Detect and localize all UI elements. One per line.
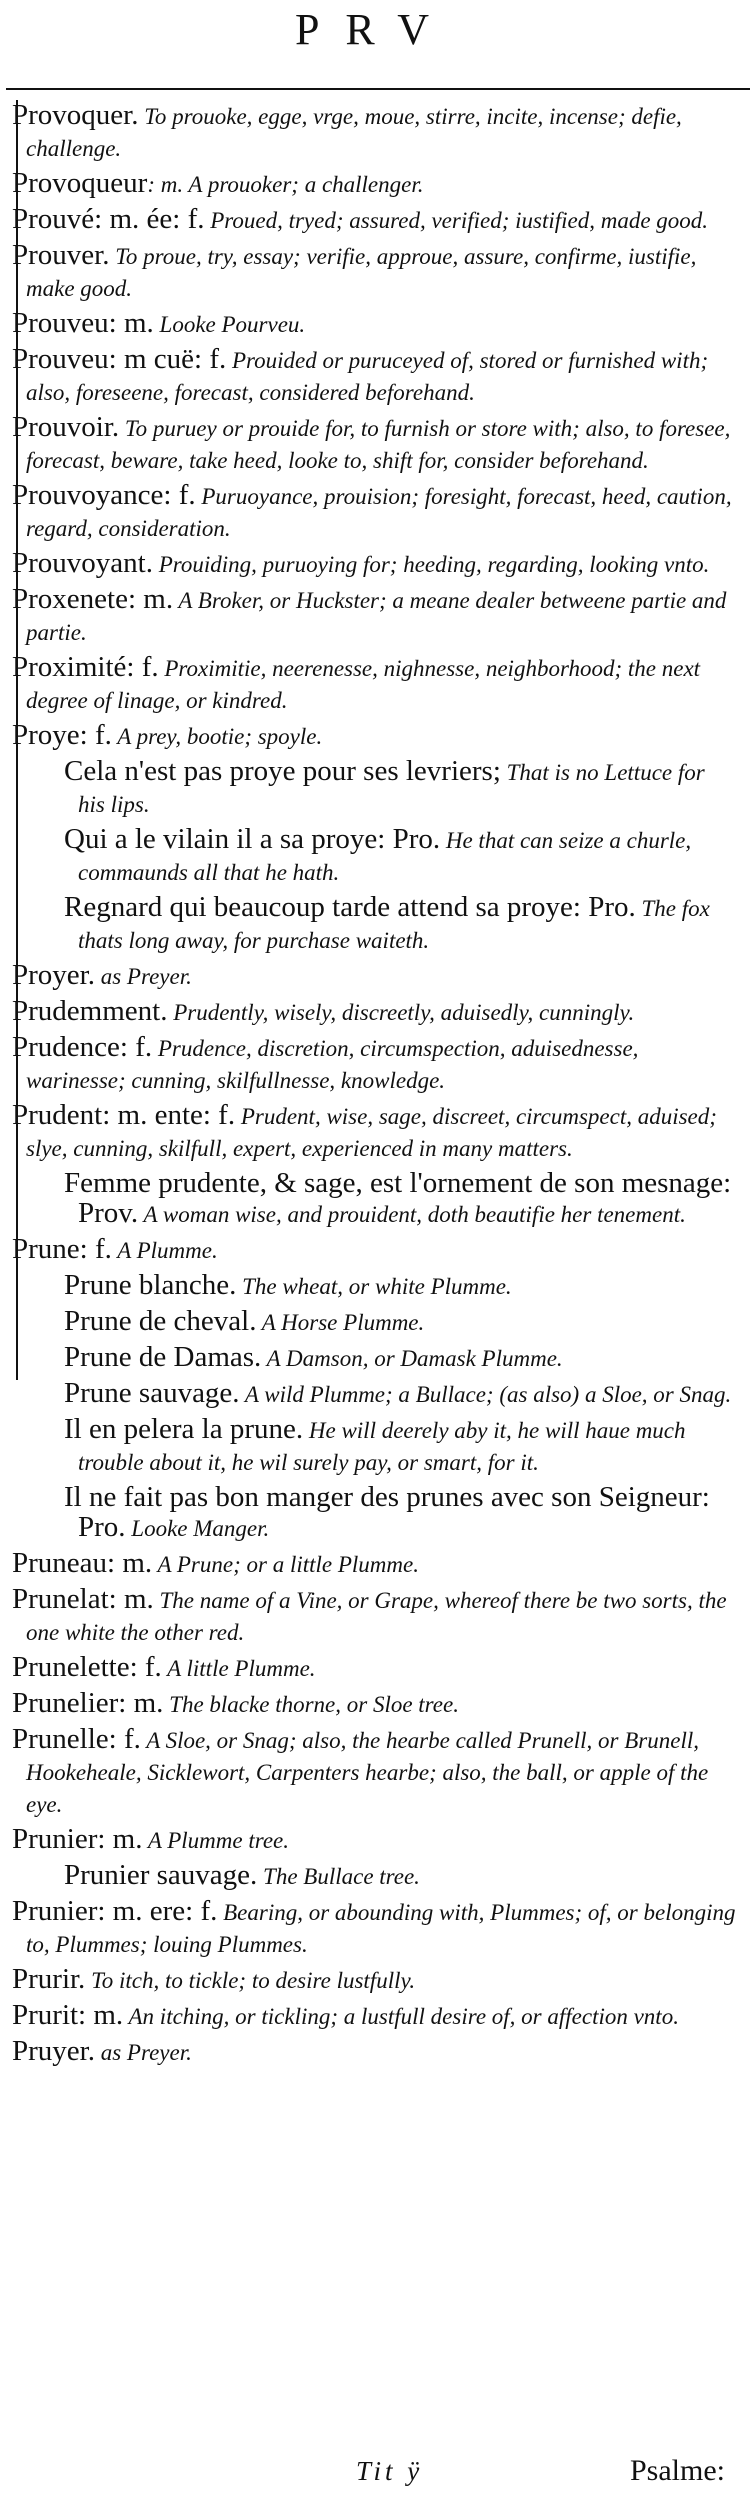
dictionary-entry xyxy=(0,2036,736,2068)
entry-gloss: The name of a Vine, or Grape, whereof there be two sorts, the one white the other red. xyxy=(26,1588,727,1645)
entry-gloss: Prudently, wisely, discreetly, aduisedly, cunningly. xyxy=(167,1000,635,1025)
entry-headword: Il ne fait pas bon manger des prunes avec son Seigneur: Pro. xyxy=(64,1481,710,1543)
sub-entry xyxy=(0,1168,736,1230)
entry-headword: Prurir. xyxy=(12,1963,86,1995)
entry-gloss: An itching, or tickling; a lustfull desire of, or affection vnto. xyxy=(123,2004,679,2029)
entry-headword: Prouveu: m. xyxy=(12,307,154,339)
entry-gloss: A Damson, or Damask Plumme. xyxy=(261,1346,563,1371)
entry-gloss: The Bullace tree. xyxy=(257,1864,420,1889)
entry-headword: Regnard qui beaucoup tarde attend sa proye: Pro. xyxy=(64,891,636,923)
entry-gloss: : m. A prouoker; a challenger. xyxy=(147,172,424,197)
sub-entry xyxy=(0,1378,736,1410)
sub-entry xyxy=(0,756,736,820)
dictionary-entry xyxy=(0,480,736,544)
entry-headword: Prudent: m. ente: f. xyxy=(12,1099,236,1131)
entry-headword: Il en pelera la prune. xyxy=(64,1413,304,1445)
entry-headword: Prunier: m. ere: f. xyxy=(12,1895,218,1927)
dictionary-entry xyxy=(0,1548,736,1580)
entry-headword: Qui a le vilain il a sa proye: Pro. xyxy=(64,823,441,855)
entry-gloss: A Horse Plumme. xyxy=(256,1310,425,1335)
entry-headword: Prune: f. xyxy=(12,1233,112,1265)
entry-headword: Provoquer. xyxy=(12,99,139,131)
entry-headword: Prunelier: m. xyxy=(12,1687,164,1719)
entry-gloss: Puruoyance, prouision; foresight, forecast, heed, caution, regard, consideration. xyxy=(26,484,732,541)
entry-headword: Prouver. xyxy=(12,239,110,271)
dictionary-entry xyxy=(0,960,736,992)
entry-gloss: A Plumme. xyxy=(111,1238,218,1263)
entry-gloss: Prudent, wise, sage, discreet, circumspect, aduised; slye, cunning, skilfull, expert, experienced in many matters. xyxy=(26,1104,717,1161)
entry-gloss: A Broker, or Huckster; a meane dealer betweene partie and partie. xyxy=(26,588,727,645)
dictionary-entry xyxy=(0,720,736,752)
entry-headword: Proxenete: m. xyxy=(12,583,174,615)
entry-gloss: A little Plumme. xyxy=(161,1656,316,1681)
dictionary-entry xyxy=(0,996,736,1028)
dictionary-entry xyxy=(0,1824,736,1856)
entry-headword: Prunier sauvage. xyxy=(64,1859,258,1891)
entry-headword: Prurit: m. xyxy=(12,1999,124,2031)
entry-gloss: To puruey or prouide for, to furnish or store with; also, to foresee, forecast, beware, take heed, looke to, shift for, consider beforehand. xyxy=(26,416,731,473)
entry-headword: Prouvoyance: f. xyxy=(12,479,196,511)
sub-entry xyxy=(0,1414,736,1478)
sub-entry xyxy=(0,1270,736,1302)
entry-gloss: Prudence, discretion, circumspection, aduisednesse, warinesse; cunning, skilfullnesse, knowledge. xyxy=(26,1036,639,1093)
dictionary-entry xyxy=(0,100,736,164)
sub-entry xyxy=(0,1482,736,1544)
sub-entry xyxy=(0,824,736,888)
dictionary-entry xyxy=(0,584,736,648)
entry-headword: Proximité: f. xyxy=(12,651,159,683)
entry-headword: Provoqueur xyxy=(12,167,148,199)
entry-gloss: A wild Plumme; a Bullace; (as also) a Sloe, or Snag. xyxy=(239,1382,732,1407)
dictionary-entry xyxy=(0,168,736,200)
entry-gloss: That is no Lettuce for his lips. xyxy=(78,760,705,817)
entry-headword: Femme prudente, & sage, est l'ornement de son mesnage: Prov. xyxy=(64,1167,732,1229)
dictionary-entry xyxy=(0,308,736,340)
header-rule xyxy=(6,88,750,90)
dictionary-entry xyxy=(0,1032,736,1096)
sub-entry xyxy=(0,1342,736,1374)
entry-gloss: To itch, to tickle; to desire lustfully. xyxy=(85,1968,416,1993)
entry-headword: Prouvoyant. xyxy=(12,547,153,579)
sub-entry xyxy=(0,1860,736,1892)
entry-headword: Proye: f. xyxy=(12,719,112,751)
dictionary-entry xyxy=(0,1724,736,1820)
entry-gloss: To prouoke, egge, vrge, moue, stirre, incite, incense; defie, challenge. xyxy=(26,104,682,161)
entry-gloss: The fox thats long away, for purchase waiteth. xyxy=(78,896,710,953)
entry-gloss: The blacke thorne, or Sloe tree. xyxy=(163,1692,459,1717)
page-footer xyxy=(0,2450,750,2496)
dictionary-entry xyxy=(0,1100,736,1164)
entry-gloss: A Sloe, or Snag; also, the hearbe called Prunell, or Brunell, Hookeheale, Sicklewort, Carpenters hearbe; also, the ball, or apple of the eye. xyxy=(26,1728,709,1817)
entry-headword: Pruneau: m. xyxy=(12,1547,153,1579)
entry-gloss: as Preyer. xyxy=(94,2040,192,2065)
entry-headword: Proyer. xyxy=(12,959,95,991)
entry-gloss: as Preyer. xyxy=(94,964,192,989)
dictionary-entry xyxy=(0,240,736,304)
entry-headword: Prouveu: m cuë: f. xyxy=(12,343,227,375)
entry-gloss: To proue, try, essay; verifie, approue, assure, confirme, iustifie, make good. xyxy=(26,244,697,301)
entry-headword: Prunelat: m. xyxy=(12,1583,154,1615)
entry-gloss: Proued, tryed; assured, verified; iustified, made good. xyxy=(204,208,709,233)
entry-headword: Prudemment. xyxy=(12,995,168,1027)
entry-headword: Prouvé: m. ée: f. xyxy=(12,203,205,235)
entry-gloss: He will deerely aby it, he will haue much trouble about it, he wil surely pay, or smart, for it. xyxy=(78,1418,686,1475)
dictionary-entry xyxy=(0,652,736,716)
entry-headword: Prune de cheval. xyxy=(64,1305,257,1337)
dictionary-entry xyxy=(0,548,736,580)
entry-headword: Cela n'est pas proye pour ses levriers; xyxy=(64,755,501,787)
catchword: Psalme: xyxy=(630,2454,725,2487)
entry-gloss: Proximitie, neerenesse, nighnesse, neighborhood; the next degree of linage, or kindred. xyxy=(26,656,701,713)
entry-headword: Prune de Damas. xyxy=(64,1341,262,1373)
page-header: PRV xyxy=(294,5,456,54)
entry-gloss: A Plumme tree. xyxy=(142,1828,289,1853)
dictionary-entry xyxy=(0,1688,736,1720)
entry-gloss: He that can seize a churle, commaunds all that he hath. xyxy=(78,828,692,885)
dictionary-entry xyxy=(0,204,736,236)
entry-list xyxy=(0,100,750,2072)
entry-gloss: Prouided or puruceyed of, stored or furnished with; also, foreseene, forecast, considered beforehand. xyxy=(26,348,709,405)
entry-gloss: A woman wise, and prouident, doth beautifie her tenement. xyxy=(138,1202,686,1227)
entry-gloss: Bearing, or abounding with, Plummes; of, or belonging to, Plummes; louing Plummes. xyxy=(26,1900,736,1957)
sub-entry xyxy=(0,892,736,956)
entry-headword: Prunelle: f. xyxy=(12,1723,141,1755)
dictionary-entry xyxy=(0,1652,736,1684)
entry-gloss: A prey, bootie; spoyle. xyxy=(111,724,323,749)
entry-headword: Prune blanche. xyxy=(64,1269,237,1301)
sub-entry xyxy=(0,1306,736,1338)
entry-gloss: Prouiding, puruoying for; heeding, regarding, looking vnto. xyxy=(152,552,710,577)
entry-headword: Prouvoir. xyxy=(12,411,120,443)
entry-gloss: A Prune; or a little Plumme. xyxy=(152,1552,419,1577)
dictionary-entry xyxy=(0,2000,736,2032)
entry-headword: Prudence: f. xyxy=(12,1031,153,1063)
dictionary-entry xyxy=(0,1896,736,1960)
dictionary-entry xyxy=(0,344,736,408)
dictionary-entry xyxy=(0,1964,736,1996)
entry-gloss: Looke Manger. xyxy=(125,1516,270,1541)
dictionary-entry xyxy=(0,1584,736,1648)
entry-gloss: The wheat, or white Plumme. xyxy=(236,1274,512,1299)
dictionary-entry xyxy=(0,412,736,476)
entry-headword: Prunelette: f. xyxy=(12,1651,162,1683)
entry-headword: Pruyer. xyxy=(12,2035,95,2067)
signature-mark: Tit ÿ xyxy=(356,2456,424,2486)
entry-headword: Prunier: m. xyxy=(12,1823,143,1855)
entry-headword: Prune sauvage. xyxy=(64,1377,240,1409)
dictionary-entry xyxy=(0,1234,736,1266)
entry-gloss: Looke Pourveu. xyxy=(153,312,306,337)
